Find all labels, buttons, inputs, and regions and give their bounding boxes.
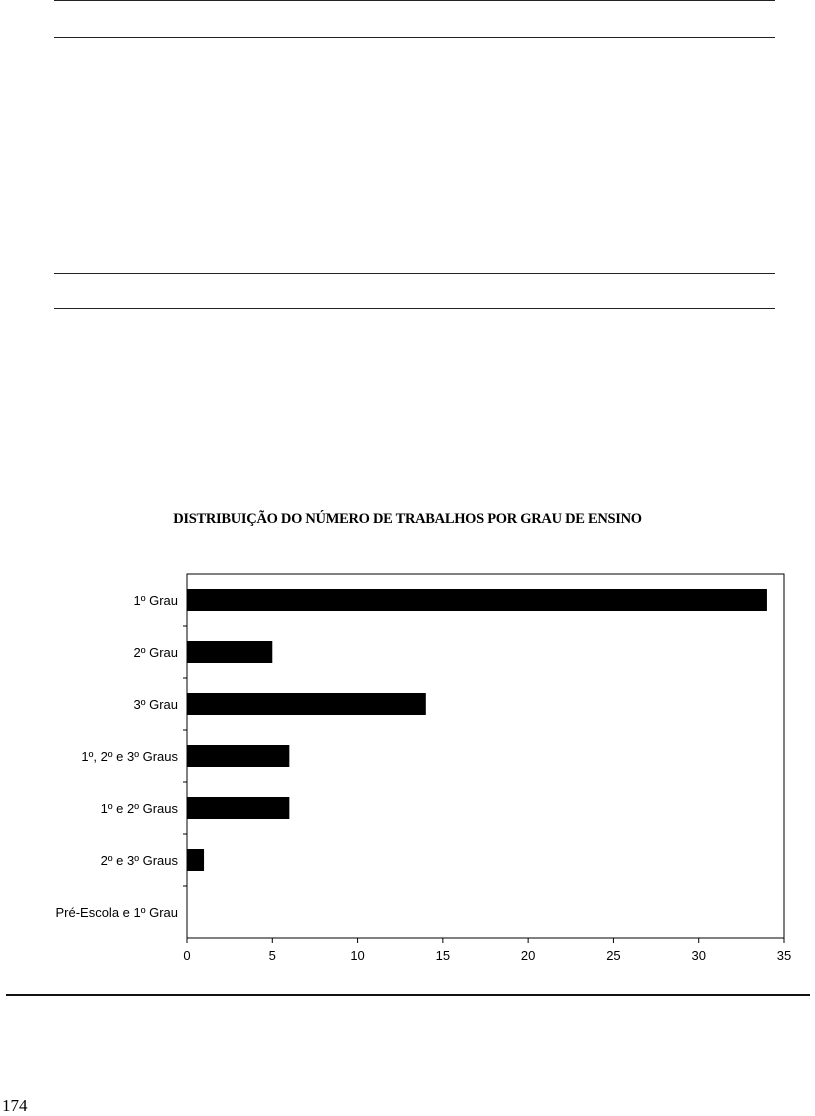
bar [187, 797, 289, 819]
bar [187, 745, 289, 767]
x-tick-label: 35 [776, 948, 792, 963]
bottom-rule [6, 994, 810, 996]
category-label: 1º, 2º e 3º Graus [81, 749, 178, 764]
bar [187, 589, 767, 611]
category-label: 2º e 3º Graus [100, 853, 178, 868]
category-label: 1º Grau [133, 593, 178, 608]
x-tick-label: 0 [183, 948, 191, 963]
page-number: 174 [2, 1096, 28, 1115]
bar [187, 693, 426, 715]
mid-rule-1 [54, 273, 775, 274]
category-label: 1º e 2º Graus [100, 801, 178, 816]
top-rule-2 [54, 37, 775, 38]
x-tick-label: 25 [606, 948, 621, 963]
category-label: Pré-Escola e 1º Grau [55, 905, 178, 920]
bar [187, 849, 204, 871]
bar [187, 641, 272, 663]
x-tick-label: 15 [435, 948, 451, 963]
x-tick-label: 10 [350, 948, 365, 963]
category-label: 3º Grau [133, 697, 178, 712]
x-tick-label: 5 [268, 948, 276, 963]
mid-rule-2 [54, 308, 775, 309]
bar-chart [0, 560, 815, 970]
top-rule-1 [54, 0, 775, 1]
chart-title: DISTRIBUIÇÃO DO NÚMERO DE TRABALHOS POR GRAU DE ENSINO [173, 511, 642, 527]
category-label: 2º Grau [133, 645, 178, 660]
x-tick-label: 20 [520, 948, 536, 963]
x-tick-label: 30 [691, 948, 706, 963]
